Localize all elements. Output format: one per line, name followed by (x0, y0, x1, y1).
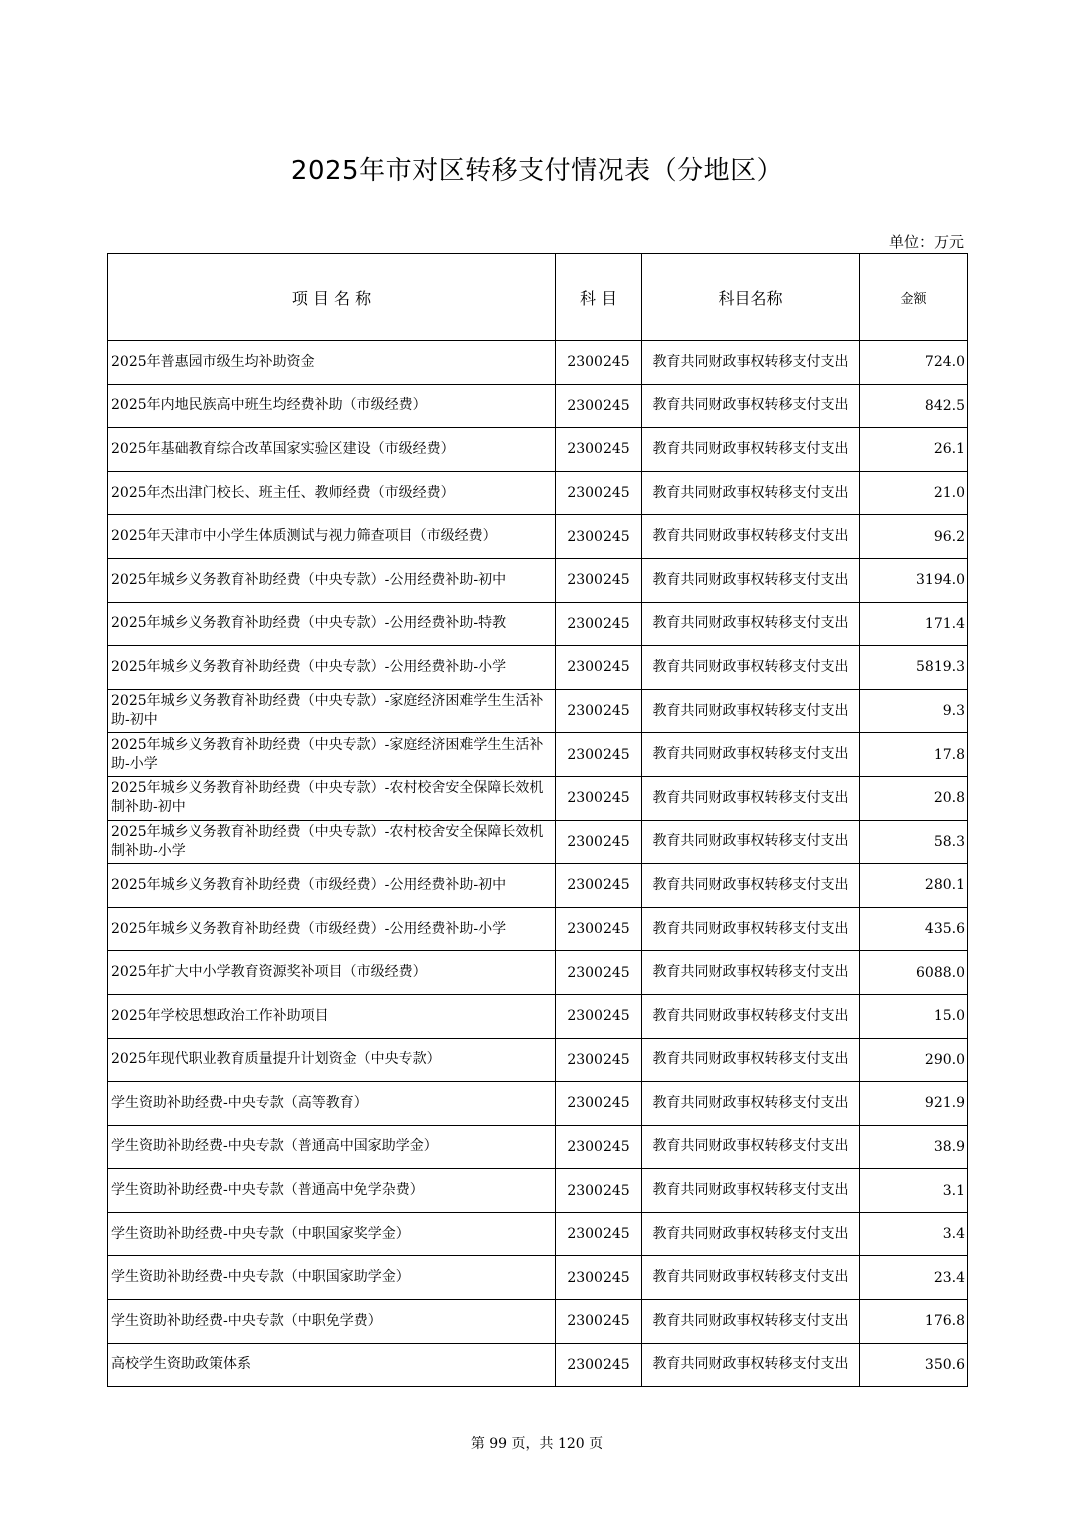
row-amount-cell: 6088.0 (860, 951, 968, 995)
row-subject-cell: 教育共同财政事权转移支付支出 (642, 776, 860, 820)
row-code-cell: 2300245 (556, 733, 642, 777)
table-row (108, 994, 968, 1038)
row-amount-cell: 58.3 (860, 820, 968, 864)
row-code-cell: 2300245 (556, 689, 642, 733)
row-amount-cell: 724.0 (860, 341, 968, 385)
row-amount-cell: 280.1 (860, 864, 968, 908)
row-code-cell: 2300245 (556, 1300, 642, 1344)
table-body (108, 341, 968, 1387)
row-code-cell: 2300245 (556, 907, 642, 951)
page-footer: 第 99 页，共 120 页 (470, 1436, 604, 1452)
row-subject-cell: 教育共同财政事权转移支付支出 (642, 646, 860, 690)
row-name-cell: 学生资助补助经费-中央专款（高等教育） (108, 1082, 556, 1126)
row-amount-cell: 15.0 (860, 994, 968, 1038)
row-code-cell: 2300245 (556, 515, 642, 559)
row-code-cell: 2300245 (556, 341, 642, 385)
unit-label: 单位：万元 (888, 233, 964, 251)
page-title: 2025年市对区转移支付情况表（分地区） (290, 156, 784, 186)
row-subject-cell: 教育共同财政事权转移支付支出 (642, 428, 860, 472)
row-subject-cell: 教育共同财政事权转移支付支出 (642, 384, 860, 428)
row-code-cell: 2300245 (556, 1082, 642, 1126)
row-name-cell: 学生资助补助经费-中央专款（中职免学费） (108, 1300, 556, 1344)
table-row (108, 558, 968, 602)
header-subject: 科目名称 (642, 254, 860, 341)
row-name-cell: 2025年基础教育综合改革国家实验区建设（市级经费） (108, 428, 556, 472)
row-subject-cell: 教育共同财政事权转移支付支出 (642, 1125, 860, 1169)
row-amount-cell: 176.8 (860, 1300, 968, 1344)
table-row (108, 1212, 968, 1256)
row-subject-cell: 教育共同财政事权转移支付支出 (642, 1343, 860, 1387)
row-name-cell: 2025年城乡义务教育补助经费（中央专款）-农村校舍安全保障长效机制补助-初中 (108, 776, 556, 820)
row-name-cell: 高校学生资助政策体系 (108, 1343, 556, 1387)
row-amount-cell: 290.0 (860, 1038, 968, 1082)
table-row (108, 646, 968, 690)
row-name-cell: 2025年城乡义务教育补助经费（中央专款）-农村校舍安全保障长效机制补助-小学 (108, 820, 556, 864)
row-name-cell: 2025年杰出津门校长、班主任、教师经费（市级经费） (108, 471, 556, 515)
row-subject-cell: 教育共同财政事权转移支付支出 (642, 341, 860, 385)
row-subject-cell: 教育共同财政事权转移支付支出 (642, 558, 860, 602)
row-subject-cell: 教育共同财政事权转移支付支出 (642, 1256, 860, 1300)
row-amount-cell: 5819.3 (860, 646, 968, 690)
row-amount-cell: 435.6 (860, 907, 968, 951)
row-name-cell: 学生资助补助经费-中央专款（普通高中国家助学金） (108, 1125, 556, 1169)
table-row (108, 864, 968, 908)
row-code-cell: 2300245 (556, 1038, 642, 1082)
row-amount-cell: 842.5 (860, 384, 968, 428)
table-row (108, 428, 968, 472)
row-code-cell: 2300245 (556, 820, 642, 864)
table-row (108, 602, 968, 646)
table-row (108, 951, 968, 995)
table-row (108, 515, 968, 559)
row-amount-cell: 17.8 (860, 733, 968, 777)
table-row (108, 341, 968, 385)
table-row (108, 1256, 968, 1300)
row-subject-cell: 教育共同财政事权转移支付支出 (642, 471, 860, 515)
row-amount-cell: 350.6 (860, 1343, 968, 1387)
row-code-cell: 2300245 (556, 646, 642, 690)
row-amount-cell: 921.9 (860, 1082, 968, 1126)
row-amount-cell: 3.1 (860, 1169, 968, 1213)
row-amount-cell: 23.4 (860, 1256, 968, 1300)
row-code-cell: 2300245 (556, 776, 642, 820)
row-name-cell: 2025年内地民族高中班生均经费补助（市级经费） (108, 384, 556, 428)
table-row (108, 471, 968, 515)
row-code-cell: 2300245 (556, 602, 642, 646)
table-row (108, 689, 968, 733)
row-name-cell: 2025年城乡义务教育补助经费（市级经费）-公用经费补助-初中 (108, 864, 556, 908)
row-name-cell: 2025年扩大中小学教育资源奖补项目（市级经费） (108, 951, 556, 995)
row-name-cell: 学生资助补助经费-中央专款（普通高中免学杂费） (108, 1169, 556, 1213)
row-amount-cell: 38.9 (860, 1125, 968, 1169)
row-code-cell: 2300245 (556, 1125, 642, 1169)
transfer-payment-table (107, 253, 968, 1387)
row-name-cell: 学生资助补助经费-中央专款（中职国家助学金） (108, 1256, 556, 1300)
row-amount-cell: 26.1 (860, 428, 968, 472)
table-row (108, 384, 968, 428)
row-name-cell: 2025年现代职业教育质量提升计划资金（中央专款） (108, 1038, 556, 1082)
row-subject-cell: 教育共同财政事权转移支付支出 (642, 733, 860, 777)
table-row (108, 1038, 968, 1082)
row-subject-cell: 教育共同财政事权转移支付支出 (642, 907, 860, 951)
row-code-cell: 2300245 (556, 951, 642, 995)
table-row (108, 1169, 968, 1213)
row-subject-cell: 教育共同财政事权转移支付支出 (642, 1212, 860, 1256)
row-subject-cell: 教育共同财政事权转移支付支出 (642, 1300, 860, 1344)
row-amount-cell: 96.2 (860, 515, 968, 559)
row-code-cell: 2300245 (556, 384, 642, 428)
row-code-cell: 2300245 (556, 1343, 642, 1387)
row-subject-cell: 教育共同财政事权转移支付支出 (642, 602, 860, 646)
header-name: 项 目 名 称 (108, 254, 556, 341)
row-amount-cell: 9.3 (860, 689, 968, 733)
row-subject-cell: 教育共同财政事权转移支付支出 (642, 1082, 860, 1126)
table-row (108, 1300, 968, 1344)
header-code: 科 目 (556, 254, 642, 341)
row-code-cell: 2300245 (556, 994, 642, 1038)
table-row (108, 1125, 968, 1169)
row-name-cell: 2025年城乡义务教育补助经费（中央专款）-家庭经济困难学生生活补助-初中 (108, 689, 556, 733)
row-name-cell: 2025年天津市中小学生体质测试与视力筛查项目（市级经费） (108, 515, 556, 559)
row-code-cell: 2300245 (556, 1212, 642, 1256)
row-code-cell: 2300245 (556, 471, 642, 515)
row-code-cell: 2300245 (556, 1256, 642, 1300)
row-subject-cell: 教育共同财政事权转移支付支出 (642, 1038, 860, 1082)
row-subject-cell: 教育共同财政事权转移支付支出 (642, 994, 860, 1038)
row-amount-cell: 3.4 (860, 1212, 968, 1256)
table-header-row (108, 254, 968, 341)
row-name-cell: 2025年学校思想政治工作补助项目 (108, 994, 556, 1038)
row-name-cell: 2025年普惠园市级生均补助资金 (108, 341, 556, 385)
row-amount-cell: 21.0 (860, 471, 968, 515)
row-name-cell: 2025年城乡义务教育补助经费（中央专款）-家庭经济困难学生生活补助-小学 (108, 733, 556, 777)
row-amount-cell: 3194.0 (860, 558, 968, 602)
row-subject-cell: 教育共同财政事权转移支付支出 (642, 515, 860, 559)
row-name-cell: 学生资助补助经费-中央专款（中职国家奖学金） (108, 1212, 556, 1256)
row-name-cell: 2025年城乡义务教育补助经费（中央专款）-公用经费补助-小学 (108, 646, 556, 690)
header-amount: 金额 (860, 254, 968, 341)
row-code-cell: 2300245 (556, 1169, 642, 1213)
table-row (108, 776, 968, 820)
row-code-cell: 2300245 (556, 428, 642, 472)
row-name-cell: 2025年城乡义务教育补助经费（市级经费）-公用经费补助-小学 (108, 907, 556, 951)
row-subject-cell: 教育共同财政事权转移支付支出 (642, 1169, 860, 1213)
table-row (108, 907, 968, 951)
row-subject-cell: 教育共同财政事权转移支付支出 (642, 864, 860, 908)
row-code-cell: 2300245 (556, 864, 642, 908)
row-name-cell: 2025年城乡义务教育补助经费（中央专款）-公用经费补助-初中 (108, 558, 556, 602)
row-subject-cell: 教育共同财政事权转移支付支出 (642, 951, 860, 995)
row-subject-cell: 教育共同财政事权转移支付支出 (642, 689, 860, 733)
row-amount-cell: 171.4 (860, 602, 968, 646)
table-row (108, 1082, 968, 1126)
table-row (108, 820, 968, 864)
row-amount-cell: 20.8 (860, 776, 968, 820)
row-subject-cell: 教育共同财政事权转移支付支出 (642, 820, 860, 864)
row-code-cell: 2300245 (556, 558, 642, 602)
table-row (108, 733, 968, 777)
table-row (108, 1343, 968, 1387)
row-name-cell: 2025年城乡义务教育补助经费（中央专款）-公用经费补助-特教 (108, 602, 556, 646)
